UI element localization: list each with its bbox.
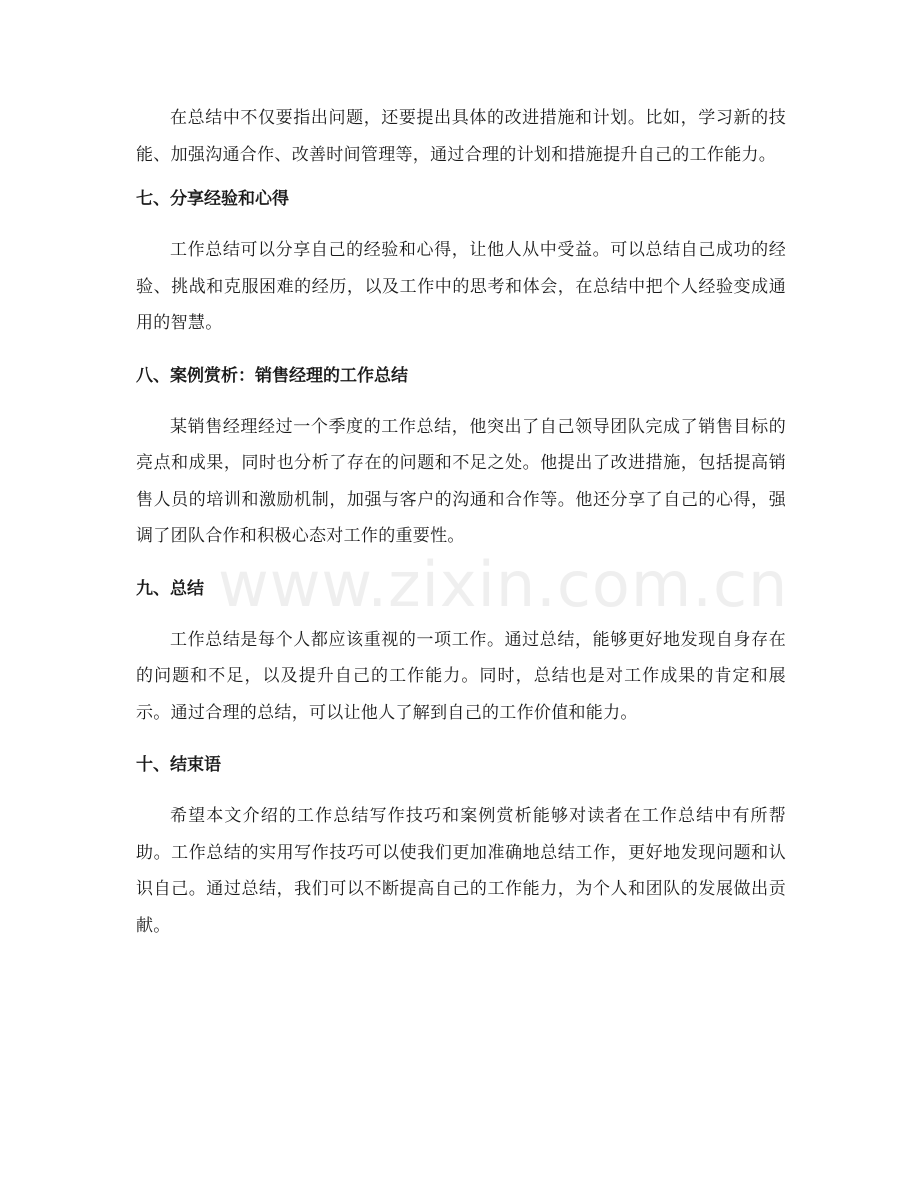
section-paragraph-8: 某销售经理经过一个季度的工作总结，他突出了自己领导团队完成了销售目标的亮点和成果，同时也分析了存在的问题和不足之处。他提出了改进措施，包括提高销售人员的培训和激励机制，加强与客户的沟通和合作等。他还分享了自己的心得，强调了团队合作和积极心态对工作的重要性。	[136, 416, 786, 546]
watermark: www.zixin.com.cn	[218, 548, 789, 621]
intro-paragraph: 在总结中不仅要指出问题，还要提出具体的改进措施和计划。比如，学习新的技能、加强沟通合作、改善时间管理等，通过合理的计划和措施提升自己的工作能力。	[136, 108, 786, 165]
document-body	[136, 100, 789, 944]
section-paragraph-9: 工作总结是每个人都应该重视的一项工作。通过总结，能够更好地发现自身存在的问题和不足，以及提升自己的工作能力。同时，总结也是对工作成果的肯定和展示。通过合理的总结，可以让他人了解到自己的工作价值和能力。	[136, 629, 786, 723]
section-heading-10: 十、结束语	[136, 755, 221, 775]
section-heading-7: 七、分享经验和心得	[136, 189, 289, 209]
section-paragraph-7: 工作总结可以分享自己的经验和心得，让他人从中受益。可以总结自己成功的经验、挑战和克服困难的经历，以及工作中的思考和体会，在总结中把个人经验变成通用的智慧。	[136, 240, 786, 333]
section-paragraph-10: 希望本文介绍的工作总结写作技巧和案例赏析能够对读者在工作总结中有所帮助。工作总结的实用写作技巧可以使我们更加准确地总结工作，更好地发现问题和认识自己。通过总结，我们可以不断提高自己的工作能力，为个人和团队的发展做出贡献。	[136, 806, 786, 936]
section-heading-8: 八、案例赏析：销售经理的工作总结	[136, 365, 408, 386]
section-heading-9: 九、总结	[136, 578, 204, 599]
